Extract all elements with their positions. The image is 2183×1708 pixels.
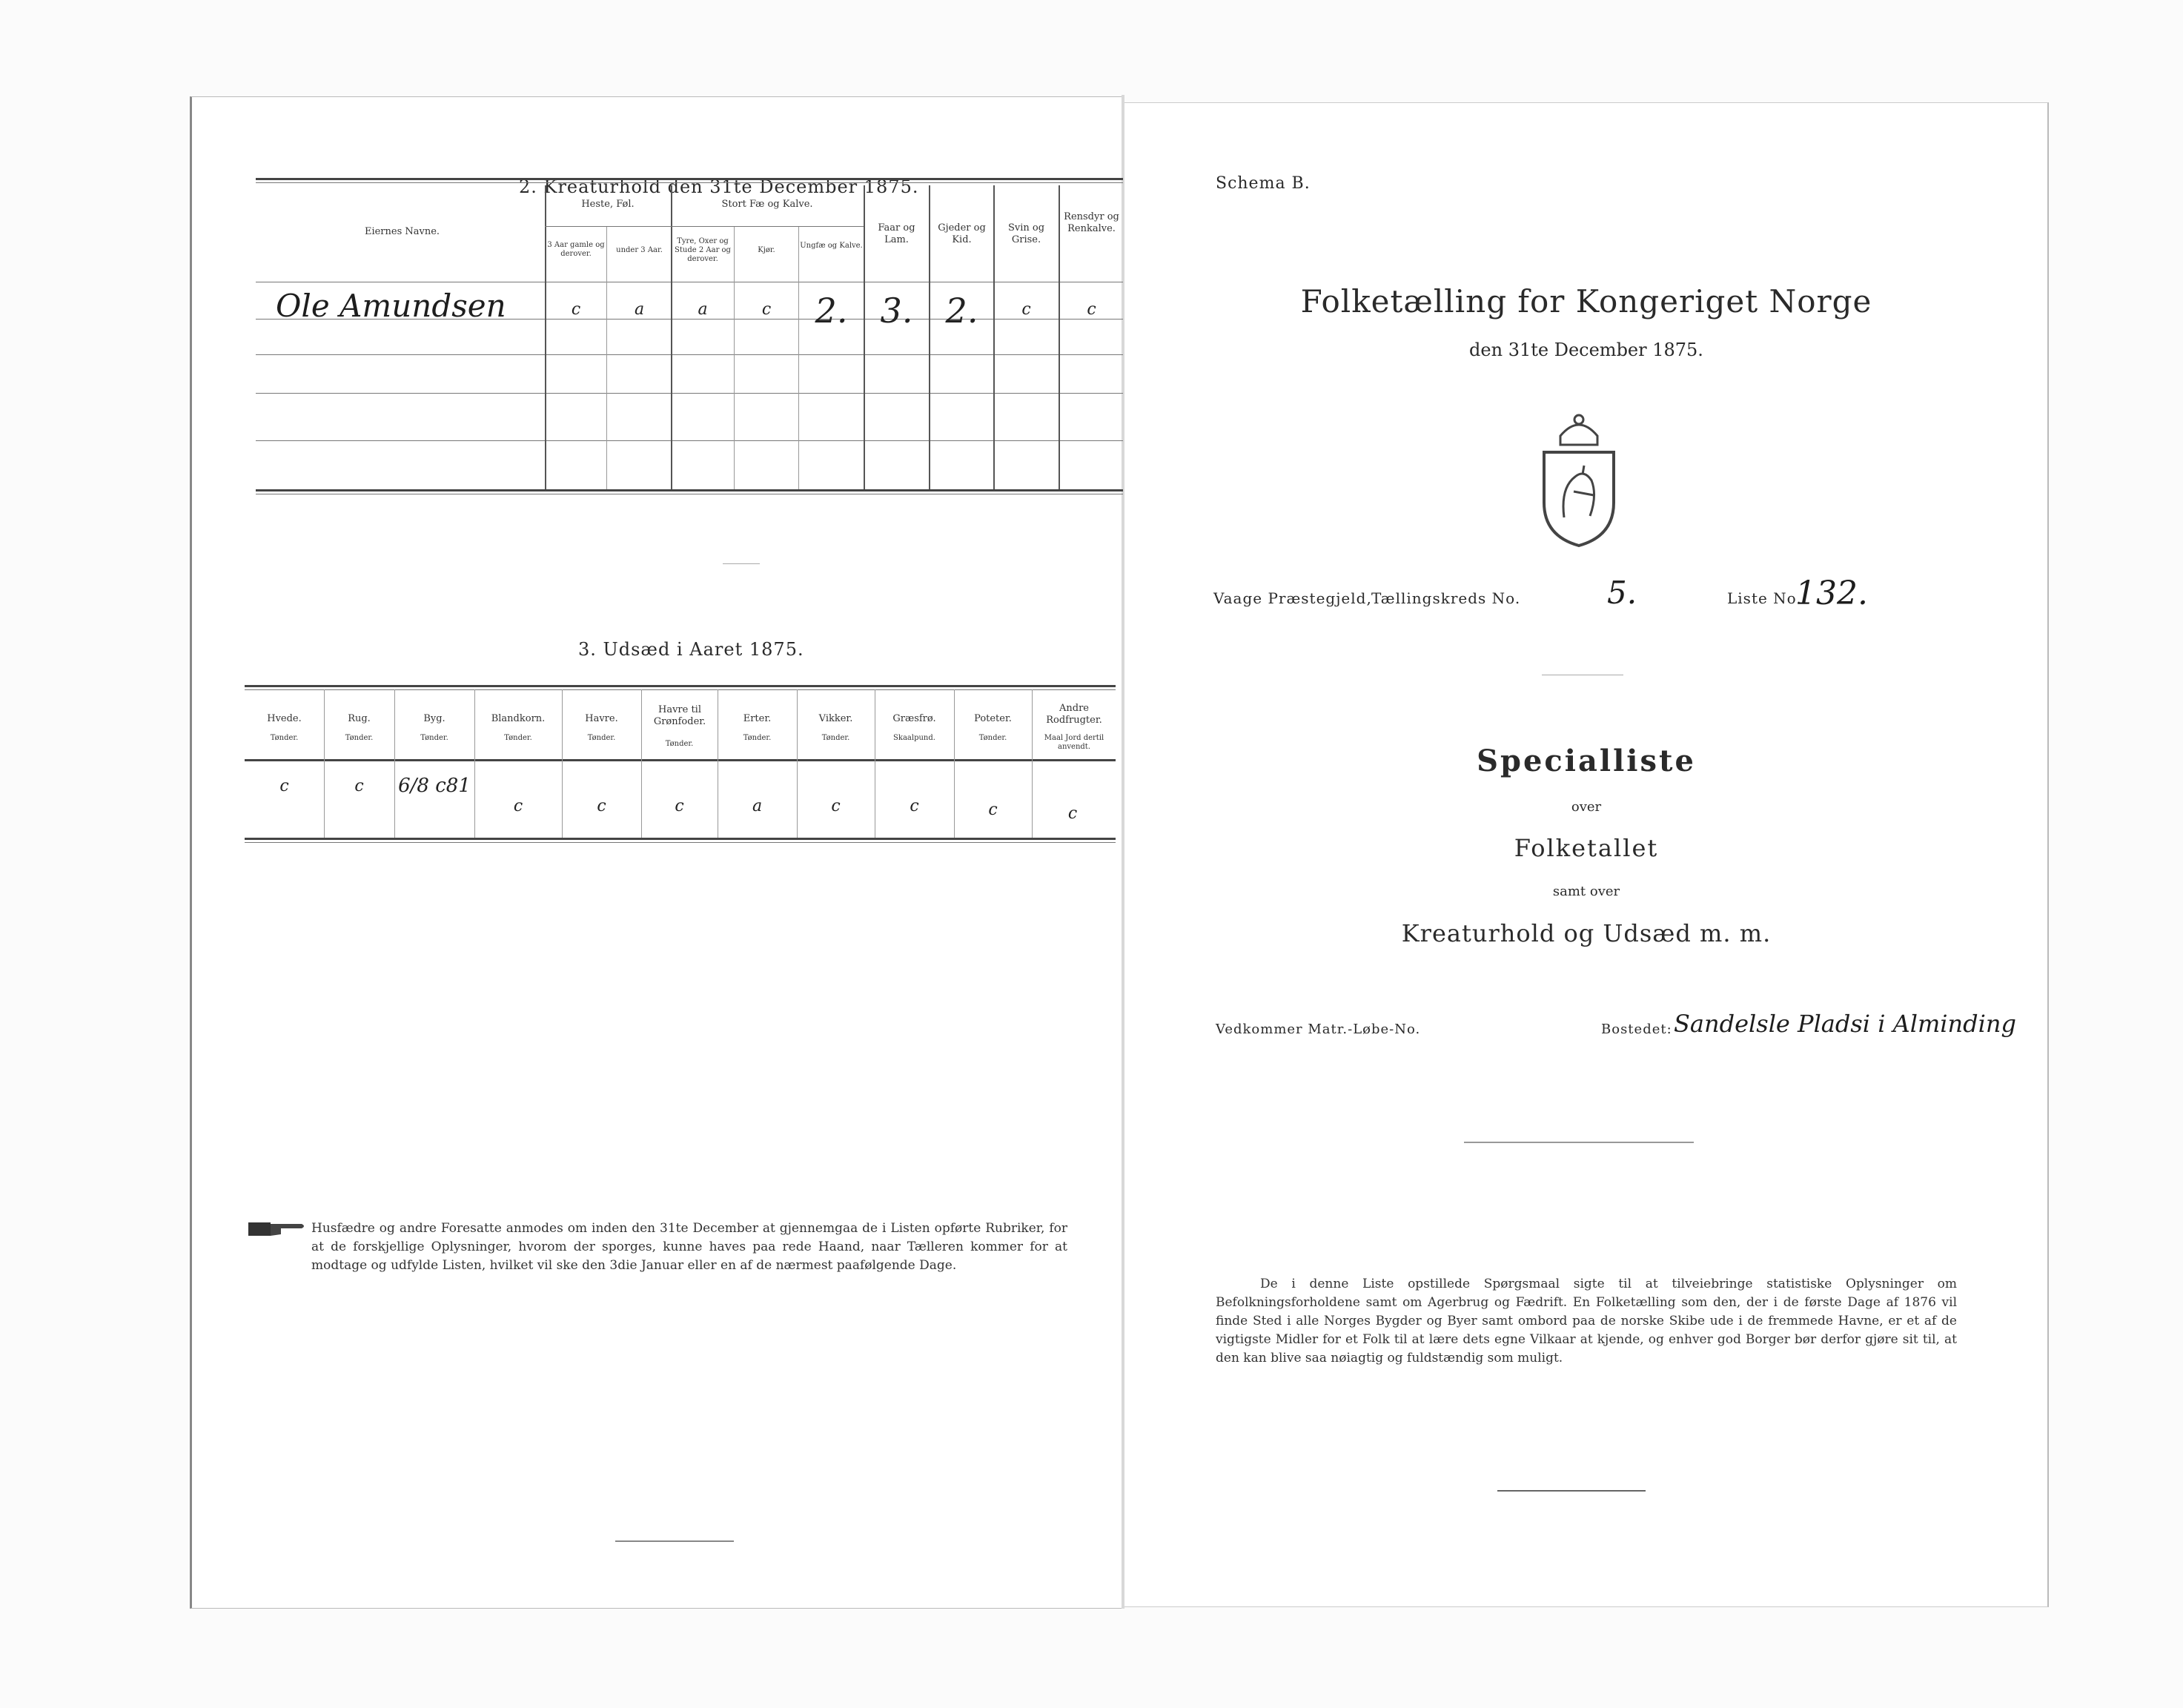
seed-header-blandkorn: Blandkorn.	[491, 713, 546, 724]
norway-coat-of-arms-icon	[1538, 406, 1620, 549]
table-rule	[245, 759, 1116, 761]
owner-name: Ole Amundsen	[276, 288, 506, 324]
schema-label: Schema B.	[1216, 174, 1311, 193]
table-col-line	[734, 226, 735, 489]
col-rens-header: Rensdyr og Renkalve.	[1064, 211, 1119, 234]
seed-value: a	[752, 797, 763, 815]
seed-unit: Tønder.	[978, 734, 1007, 742]
left-note: Husfædre og andre Foresatte anmodes om inden den 31te December at gjennemgaa de i Listen opførte Rubriker, for at de forskjellige Oplysninger, hvorom der sporges, kunne haves paa rede Haand, naar Tælleren kommer for at modtage og udfylde Listen, hvilket vil ske den 3die Januar eller en af de nærmest paafølgende Dage.	[311, 1221, 1067, 1273]
seed-value: c	[279, 777, 289, 795]
seed-unit: Tønder.	[821, 734, 850, 742]
table-rule	[245, 685, 1116, 687]
seed-value: c	[513, 797, 523, 815]
bostedet-value: Sandelsle Pladsi i Alminding	[1674, 1010, 2016, 1038]
seed-value: c	[354, 777, 364, 795]
table-rule	[545, 226, 864, 227]
seed-header-rodfrugter: Andre Rodfrugter.	[1046, 703, 1102, 726]
over-text: over	[1571, 799, 1602, 815]
seed-unit: Tønder.	[345, 734, 374, 742]
liste-label: Liste No.	[1727, 589, 1802, 607]
livestock-value: a	[634, 300, 645, 319]
sub-stort-3: Ungfæ og Kalve.	[800, 242, 863, 250]
seed-header-vikker: Vikker.	[818, 713, 853, 724]
table-col-line	[394, 689, 395, 838]
seed-value: c	[910, 797, 919, 815]
seed-unit: Tønder.	[270, 734, 299, 742]
seed-header-havre: Havre.	[585, 713, 618, 724]
table-col-line	[797, 689, 798, 838]
folketallet-title: Folketallet	[1514, 834, 1659, 862]
table-col-line	[562, 689, 563, 838]
livestock-value: c	[1087, 300, 1096, 319]
divider	[723, 563, 760, 564]
sub-heste-1: 3 Aar gamle og derover.	[547, 241, 605, 258]
prestegjeld-label: Vaage Præstegjeld,	[1213, 589, 1372, 607]
census-date: den 31te December 1875.	[1469, 340, 1703, 360]
bostedet-label: Bostedet:	[1601, 1022, 1672, 1037]
seed-value: c	[597, 797, 606, 815]
col-faar-header: Faar og Lam.	[878, 222, 915, 245]
livestock-value: a	[698, 300, 708, 319]
seed-header-graesfro: Græsfrø.	[892, 713, 936, 724]
kreds-label: Tællingskreds No.	[1371, 589, 1521, 607]
seed-header-hvede: Hvede.	[267, 713, 302, 724]
table-col-line	[606, 226, 607, 489]
table-rule	[256, 178, 1123, 180]
right-note: De i denne Liste opstillede Spørgsmaal sigte til at tilveiebringe statistiske Oplysninger om Befolkningsforholdene samt om Agerbrug og Fædrift. En Folketælling som den, der i de første Dage af 1876 vil finde Sted i alle Norges Bygder og Byer samt ombord paa de norske Skibe ude i de fremmede Havne, er et af de vigtigste Midler for et Folk til at lære dets egne Vilkaar at kjende, og enhver god Borger bør derfor gjøre sit til, at den kan blive saa nøiagtig og fuldstændig som muligt.	[1216, 1277, 1957, 1366]
specialliste-title: Specialliste	[1477, 744, 1696, 778]
group-heste-header: Heste, Føl.	[581, 199, 635, 210]
seed-unit: Maal Jord dertil anvendt.	[1044, 734, 1104, 751]
pointing-hand-icon	[248, 1219, 308, 1239]
kreaturhold-title: Kreaturhold og Udsæd m. m.	[1401, 919, 1772, 947]
seed-header-erter: Erter.	[743, 713, 772, 724]
livestock-value: 2.	[815, 291, 848, 331]
livestock-value: c	[571, 300, 581, 319]
seed-unit: Tønder.	[743, 734, 772, 742]
col-owner-header: Eiernes Navne.	[364, 226, 440, 237]
table-col-line	[641, 689, 642, 838]
table-col-line	[545, 185, 546, 489]
table-col-line	[671, 185, 672, 489]
seed-header-gronfoder: Havre til Grønfoder.	[653, 704, 706, 727]
group-stort-header: Stort Fæ og Kalve.	[721, 199, 813, 210]
col-svin-header: Svin og Grise.	[1007, 222, 1045, 245]
livestock-value: c	[1021, 300, 1031, 319]
divider	[1464, 1142, 1694, 1143]
sub-stort-2: Kjør.	[758, 246, 775, 254]
table-rule	[245, 689, 1116, 690]
table-rule	[245, 838, 1116, 840]
seed-unit: Tønder.	[587, 734, 616, 742]
table-col-line	[474, 689, 475, 838]
divider	[615, 1540, 734, 1542]
livestock-value: c	[761, 300, 772, 319]
table-rule	[256, 182, 1123, 183]
section3-title: 3. Udsæd i Aaret 1875.	[578, 639, 804, 660]
seed-unit: Tønder.	[420, 734, 448, 742]
seed-value: 6/8 c81	[398, 775, 471, 797]
divider	[1497, 1490, 1646, 1492]
seed-header-rug: Rug.	[348, 713, 371, 724]
table-col-line	[798, 226, 799, 489]
seed-unit: Tønder.	[665, 740, 694, 748]
matr-label: Vedkommer Matr.-Løbe-No.	[1216, 1022, 1421, 1037]
livestock-value: 3.	[880, 291, 913, 331]
census-heading: Folketælling for Kongeriget Norge	[1300, 283, 1872, 320]
seed-value: c	[988, 801, 998, 819]
seed-value: c	[1067, 804, 1078, 823]
col-gjeder-header: Gjeder og Kid.	[938, 222, 986, 245]
samt-over-text: samt over	[1552, 884, 1620, 899]
table-col-line	[324, 689, 325, 838]
liste-value: 132.	[1795, 575, 1868, 612]
livestock-value: 2.	[945, 291, 978, 331]
seed-header-poteter: Poteter.	[974, 713, 1012, 724]
seed-unit: Tønder.	[504, 734, 532, 742]
seed-value: c	[675, 797, 684, 815]
sub-stort-1: Tyre, Oxer og Stude 2 Aar og derover.	[675, 237, 731, 263]
kreds-value: 5.	[1607, 575, 1637, 611]
sub-heste-2: under 3 Aar.	[616, 246, 663, 254]
seed-unit: Skaalpund.	[893, 734, 935, 742]
table-rule	[256, 489, 1123, 491]
section2-title: 2. Kreaturhold den 31te December 1875.	[519, 176, 919, 197]
table-rule	[245, 842, 1116, 843]
seed-header-byg: Byg.	[423, 713, 445, 724]
seed-value: c	[831, 797, 841, 815]
